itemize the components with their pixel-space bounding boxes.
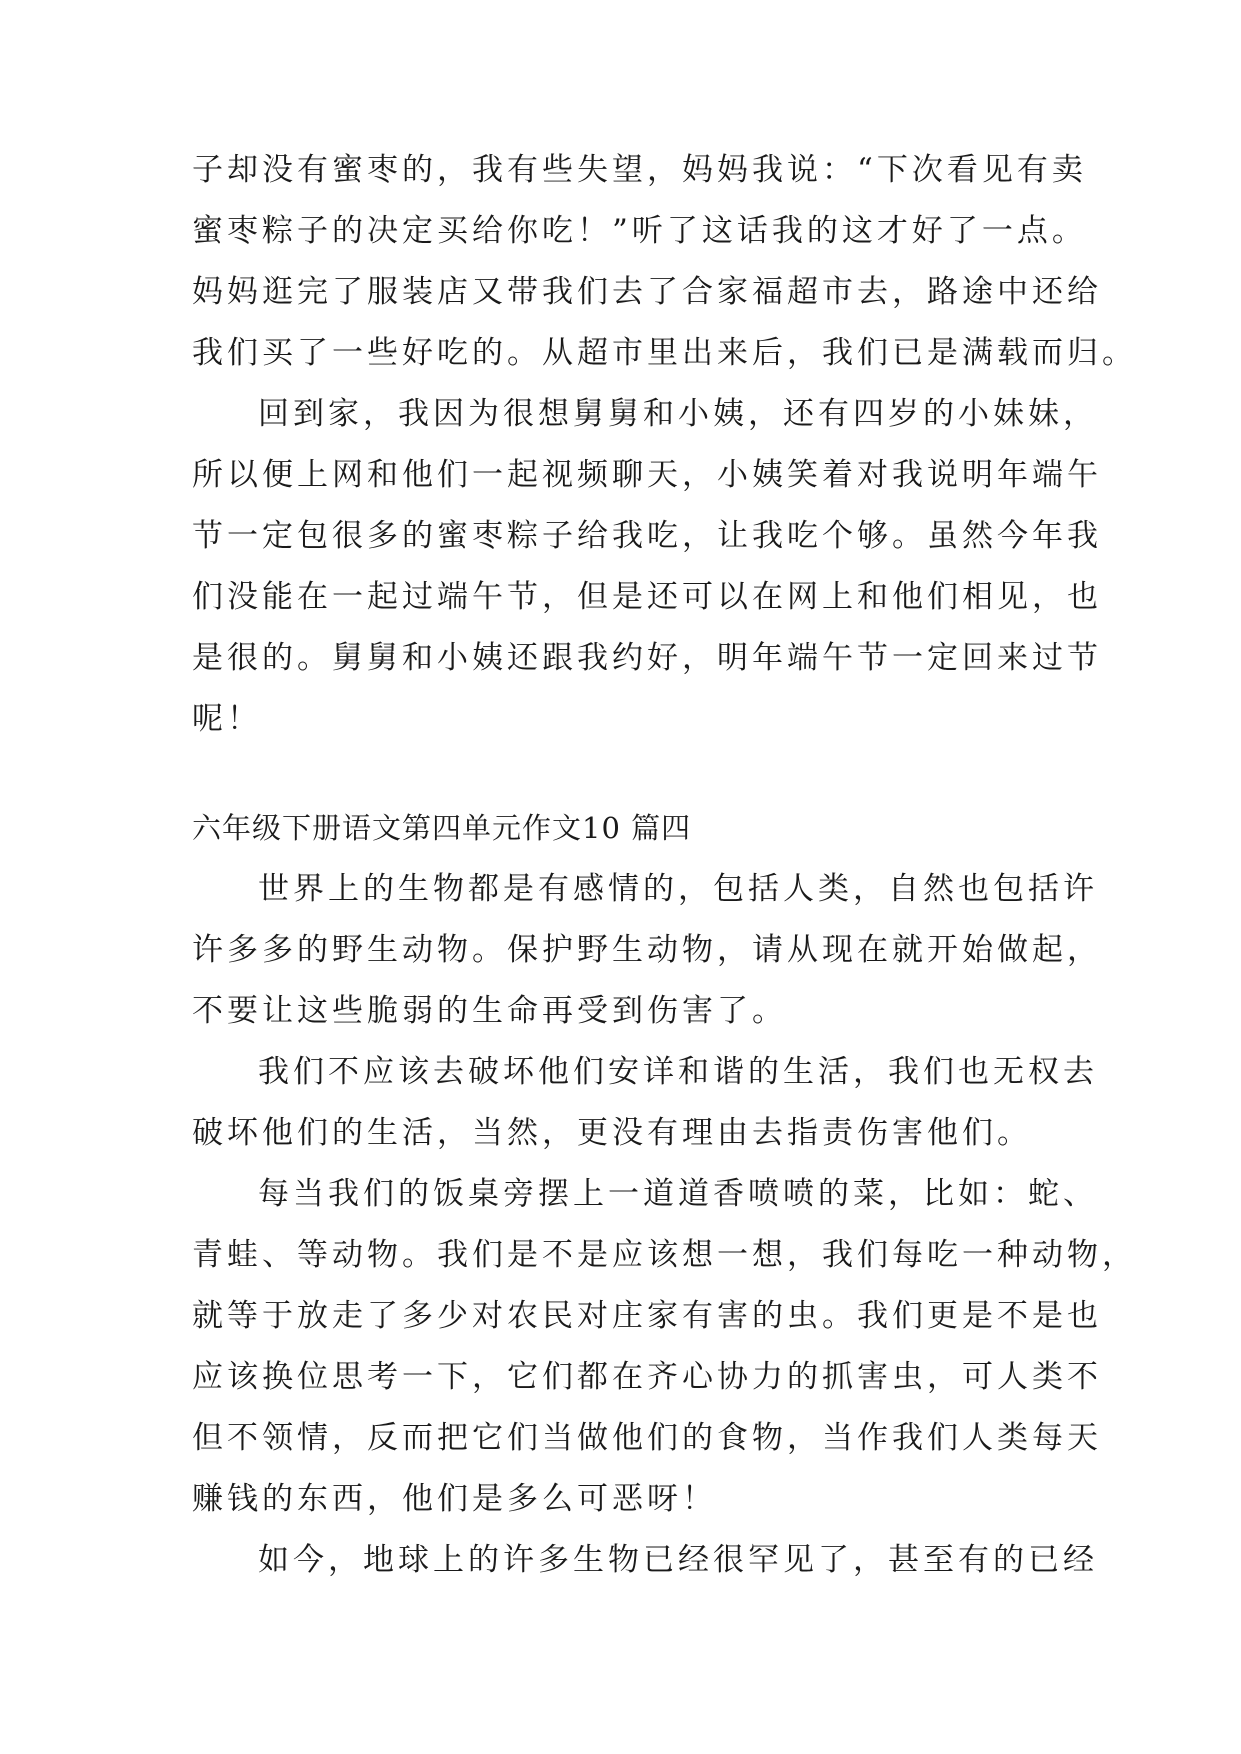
paragraph-line: 破坏他们的生活，当然，更没有理由去指责伤害他们。 — [192, 1115, 1032, 1151]
paragraph-line: 我们买了一些好吃的。从超市里出来后，我们已是满载而归。 — [192, 335, 1137, 371]
paragraph-line: 每当我们的饭桌旁摆上一道道香喷喷的菜，比如：蛇、 — [258, 1176, 1098, 1212]
paragraph-line: 不要让这些脆弱的生命再受到伤害了。 — [192, 993, 787, 1029]
paragraph-line: 节一定包很多的蜜枣粽子给我吃，让我吃个够。虽然今年我 — [192, 518, 1102, 554]
paragraph-line: 是很的。舅舅和小姨还跟我约好，明年端午节一定回来过节 — [192, 640, 1102, 676]
paragraph-line: 回到家，我因为很想舅舅和小姨，还有四岁的小妹妹， — [258, 396, 1098, 432]
paragraph-line: 蜜枣粽子的决定买给你吃！”听了这话我的这才好了一点。 — [192, 213, 1087, 249]
paragraph-line: 青蛙、等动物。我们是不是应该想一想，我们每吃一种动物， — [192, 1237, 1137, 1273]
paragraph-line: 们没能在一起过端午节，但是还可以在网上和他们相见，也 — [192, 579, 1102, 615]
paragraph-line: 但不领情，反而把它们当做他们的食物，当作我们人类每天 — [192, 1420, 1102, 1456]
section-title: 六年级下册语文第四单元作文10 篇四 — [192, 811, 692, 845]
paragraph-line: 世界上的生物都是有感情的，包括人类，自然也包括许 — [258, 871, 1098, 907]
paragraph-line: 就等于放走了多少对农民对庄家有害的虫。我们更是不是也 — [192, 1298, 1102, 1334]
paragraph-line: 应该换位思考一下，它们都在齐心协力的抓害虫，可人类不 — [192, 1359, 1102, 1395]
paragraph-line: 子却没有蜜枣的，我有些失望，妈妈我说：“下次看见有卖 — [192, 152, 1087, 188]
paragraph-line: 我们不应该去破坏他们安详和谐的生活，我们也无权去 — [258, 1054, 1098, 1090]
paragraph-line: 妈妈逛完了服装店又带我们去了合家福超市去，路途中还给 — [192, 274, 1102, 310]
paragraph-line: 如今，地球上的许多生物已经很罕见了，甚至有的已经 — [258, 1542, 1098, 1578]
paragraph-line: 许多多的野生动物。保护野生动物，请从现在就开始做起， — [192, 932, 1102, 968]
paragraph-line: 所以便上网和他们一起视频聊天，小姨笑着对我说明年端午 — [192, 457, 1102, 493]
paragraph-line: 赚钱的东西，他们是多么可恶呀！ — [192, 1481, 717, 1517]
paragraph-line: 呢！ — [192, 701, 262, 737]
